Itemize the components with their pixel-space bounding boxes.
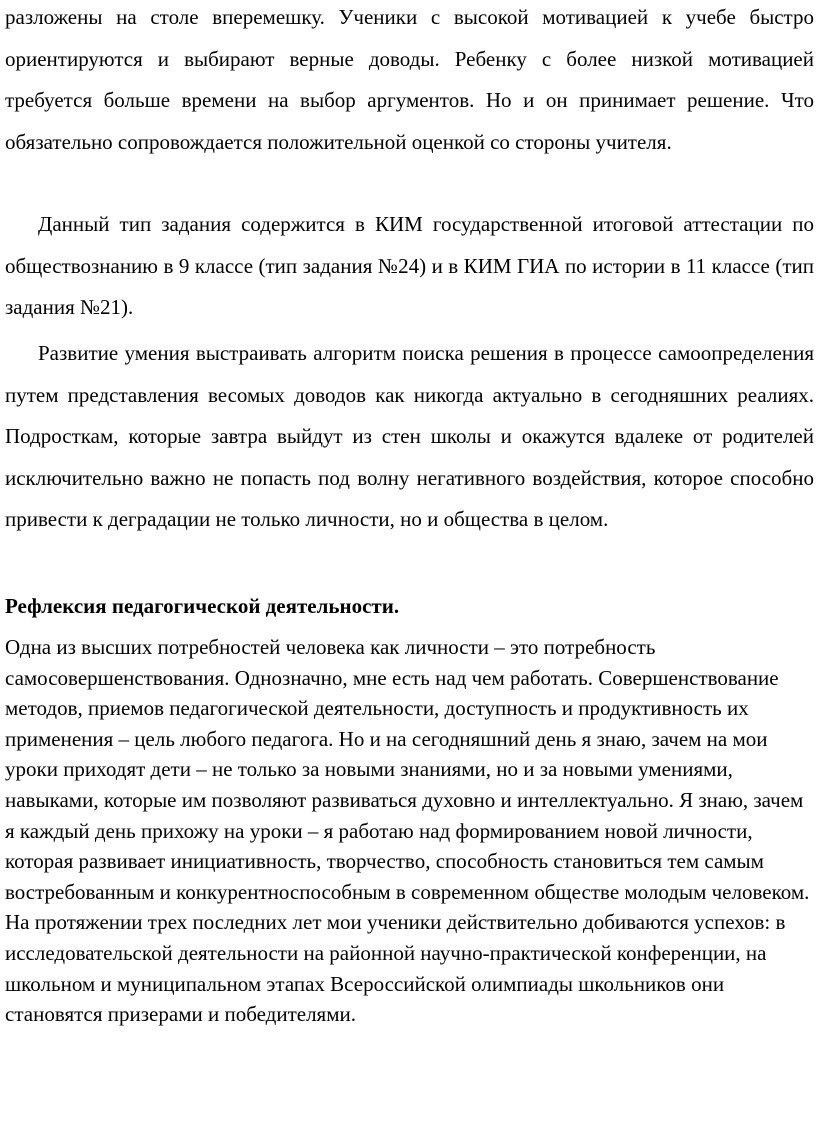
paragraph-exam-task-type: Данный тип задания содержится в КИМ государственной итоговой аттестации по обществознанию в 9 классе (тип задания №24) и в КИМ ГИА по истории в 11 классе (тип задания №21).	[5, 212, 814, 319]
paragraph-skill-development: Развитие умения выстраивать алгоритм поиска решения в процессе самоопределения путем представления весомых доводов как никогда актуально в сегодняшних реалиях. Подросткам, которые завтра выйдут из стен школы и окажутся вдалеке от родителей исключительно важно не попасть под волну негативного воздействия, которое способно привести к деградации не только личности, но и общества в целом.	[5, 341, 814, 531]
paragraph-continued: разложены на столе вперемешку. Ученики с высокой мотивацией к учебе быстро ориентируются и выбирают верные доводы. Ребенку с более низкой мотивацией требуется больше времени на выбор аргументов. Но и он принимает решение. Что обязательно сопровождается положительной оценкой со стороны учителя.	[5, 5, 814, 154]
section-heading: Рефлексия педагогической деятельности.	[5, 594, 400, 618]
paragraph-reflection: Одна из высших потребностей человека как личности – это потребность самосовершенствования. Однозначно, мне есть над чем работать. Совершенствование методов, приемов педагогической деятельности, доступность и продуктивность их применения – цель любого педагога. Но и на сегодняшний день я знаю, зачем на мои уроки приходят дети – не только за новыми знаниями, но и за новыми умениями, навыками, которые им позволяют развиваться духовно и интеллектуально. Я знаю, зачем я каждый день прихожу на уроки – я работаю над формированием новой личности, которая развивает инициативность, творчество, способность становиться тем самым востребованным и конкурентноспособным в современном обществе молодым человеком. На протяжении трех последних лет мои ученики действительно добиваются успехов: в исследовательской деятельности на районной научно-практической конференции, на школьном и муниципальном этапах Всероссийской олимпиады школьников они становятся призерами и победителями.	[5, 635, 810, 1027]
